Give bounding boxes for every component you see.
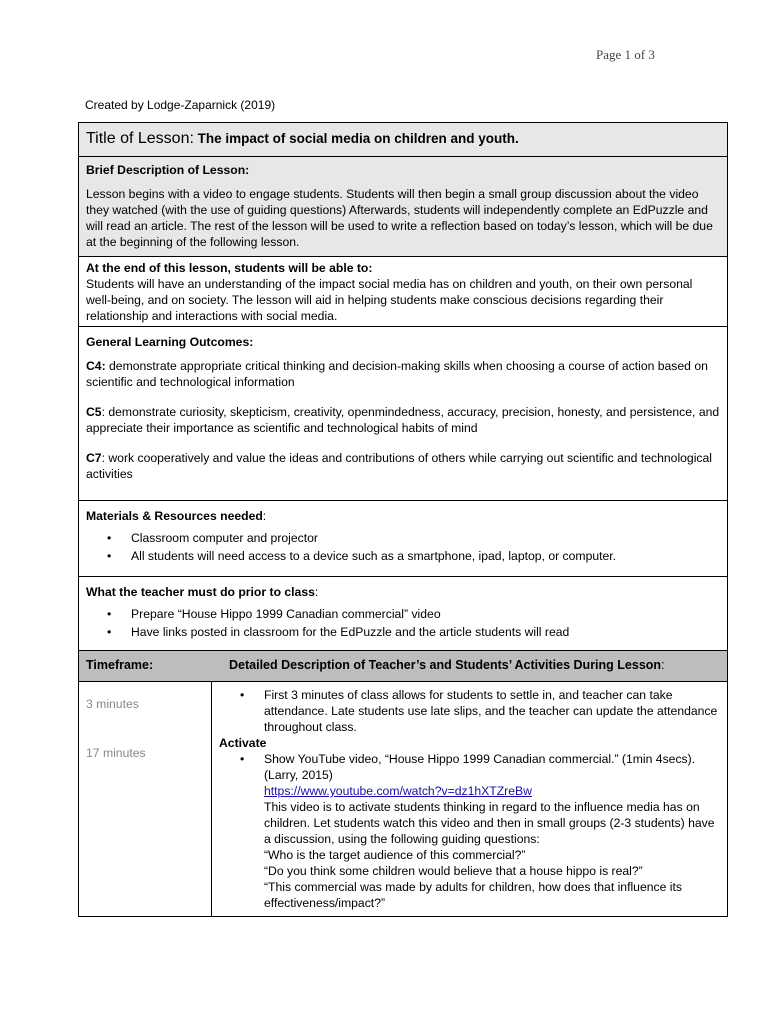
brief-description-heading: Brief Description of Lesson: <box>86 163 250 177</box>
activity-item <box>264 751 724 911</box>
activity-body: This video is to activate students thinking in regard to the influence media has on children. Let students watch this video and then in small groups (2-3 students) have a discussion, using the following guiding questions: <box>264 800 715 846</box>
outcome-item <box>86 404 720 436</box>
list-item: • Classroom computer and projector <box>131 530 720 546</box>
timeframe-17min: 17 minutes <box>86 746 146 760</box>
guiding-question: “Who is the target audience of this commercial?” <box>264 848 526 862</box>
list-item: • Have links posted in classroom for the EdPuzzle and the article students will read <box>131 624 720 640</box>
outcomes-heading: General Learning Outcomes: <box>86 335 254 349</box>
outcome-code: C7 <box>86 451 102 465</box>
lesson-plan-table <box>78 122 728 917</box>
outcomes-section <box>79 326 727 500</box>
activities-header: Detailed Description of Teacher’s and Students’ Activities During Lesson <box>229 658 662 672</box>
guiding-question: “This commercial was made by adults for children, how does that influence its effectiveness/impact?” <box>264 880 682 910</box>
title-label: Title of Lesson: <box>86 130 194 147</box>
objectives-heading: At the end of this lesson, students will be able to: <box>86 261 373 275</box>
activity-item: • First 3 minutes of class allows for students to settle in, and teacher can take attendance. Late students use late slips, and the teacher can update the attendance throughout class. <box>264 687 724 735</box>
column-divider <box>211 682 212 916</box>
youtube-link[interactable]: https://www.youtube.com/watch?v=dz1hXTZreBw <box>264 784 532 798</box>
objectives-section <box>79 256 727 326</box>
page-number: Page 1 of 3 <box>596 47 655 62</box>
outcome-text: demonstrate appropriate critical thinking and decision-making skills when choosing a course of action based on scientific and technological information <box>86 359 708 389</box>
prior-list <box>86 606 720 640</box>
guiding-question: “Do you think some children would believe that a house hippo is real?” <box>264 864 643 878</box>
activity-lead: Show YouTube video, “House Hippo 1999 Canadian commercial.” (1min 4secs). (Larry, 2015) <box>264 752 696 782</box>
prior-colon: : <box>314 585 319 599</box>
brief-description-body: Lesson begins with a video to engage students. Students will then begin a small group discussion about the video they watched (with the use of guiding questions) Afterwards, students will independently complete an EdPuzzle and will read an article. The rest of the lesson will be used to write a reflection based on today’s lesson, which will be due at the beginning of the following lesson. <box>86 187 713 249</box>
schedule-body <box>79 681 727 916</box>
title-section <box>79 123 727 156</box>
outcome-text: : demonstrate curiosity, skepticism, creativity, openmindedness, accuracy, precision, honesty, and persistence, and appreciate their importance as scientific and technological habits of mind <box>86 405 720 435</box>
timeframe-3min: 3 minutes <box>86 697 139 711</box>
outcome-item <box>86 450 720 482</box>
brief-description-section <box>79 156 727 256</box>
activities-header-line <box>229 658 665 672</box>
objectives-body: Students will have an understanding of the impact social media has on children and youth, on their own personal well-being, and on society. The lesson will aid in helping students make conscious decisions regarding their relationship and interactions with social media. <box>86 277 693 323</box>
outcome-text: : work cooperatively and value the ideas and contributions of others while carrying out scientific and technological activities <box>86 451 712 481</box>
materials-heading: Materials & Resources needed <box>86 509 263 523</box>
outcome-code: C5 <box>86 405 102 419</box>
materials-colon: : <box>262 509 267 523</box>
activity-list-2 <box>219 751 724 911</box>
prior-heading-line <box>86 584 720 600</box>
materials-list <box>86 530 720 564</box>
activate-label: Activate <box>219 736 267 750</box>
list-item: • Prepare “House Hippo 1999 Canadian commercial” video <box>131 606 720 622</box>
outcome-code: C4: <box>86 359 106 373</box>
materials-heading-line <box>86 508 720 524</box>
materials-section <box>79 500 727 576</box>
prior-section <box>79 576 727 650</box>
prior-heading: What the teacher must do prior to class <box>86 585 315 599</box>
activity-list-1 <box>219 687 724 735</box>
outcome-item <box>86 358 720 390</box>
lesson-title: The impact of social media on children and youth. <box>193 131 519 146</box>
list-item: • All students will need access to a device such as a smartphone, ipad, laptop, or computer. <box>131 548 720 564</box>
schedule-header <box>79 650 727 681</box>
activities-column <box>219 687 724 911</box>
timeframe-header: Timeframe: <box>86 658 154 672</box>
activities-header-colon: : <box>661 658 665 672</box>
created-by: Created by Lodge-Zaparnick (2019) <box>85 98 276 112</box>
